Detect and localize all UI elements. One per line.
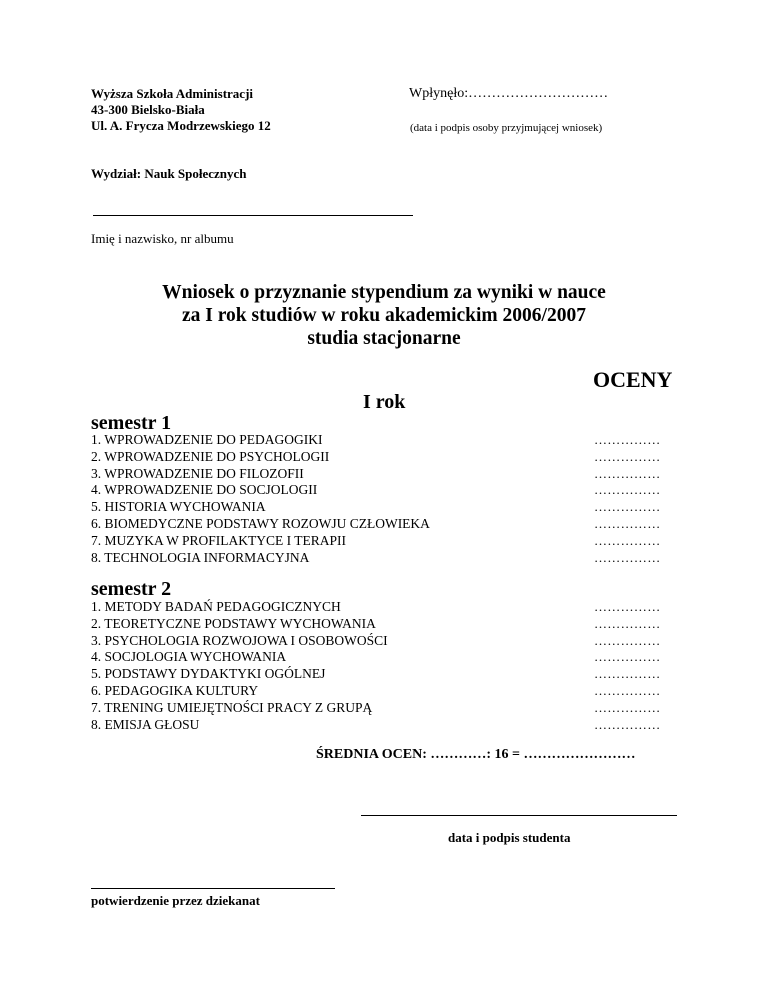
form-title-line2: za I rok studiów w roku akademickim 2006/2007 (182, 305, 586, 326)
grade-field: …………… (594, 515, 661, 531)
subject-item: 8. TECHNOLOGIA INFORMACYJNA (91, 549, 310, 565)
year-heading: I rok (363, 391, 406, 413)
student-signature-line (361, 815, 677, 816)
grade-field: …………… (594, 682, 661, 698)
faculty-label: Wydział: Nauk Społecznych (91, 166, 247, 181)
subject-item: 4. SOCJOLOGIA WYCHOWANIA (91, 649, 287, 665)
grade-field: …………… (594, 549, 661, 565)
subject-item: 5. HISTORIA WYCHOWANIA (91, 499, 266, 515)
grade-field: …………… (594, 666, 661, 682)
school-address-line2: Ul. A. Frycza Modrzewskiego 12 (91, 118, 271, 133)
name-caption: Imię i nazwisko, nr albumu (91, 231, 234, 246)
subject-item: 5. PODSTAWY DYDAKTYKI OGÓLNEJ (91, 666, 326, 682)
semester1-heading: semestr 1 (91, 412, 172, 434)
semester2-grade-list (594, 599, 661, 733)
dean-signature-line (91, 888, 335, 889)
school-address-line1: 43-300 Bielsko-Biała (91, 102, 205, 117)
grades-heading: OCENY (593, 367, 673, 392)
grade-field: …………… (594, 699, 661, 715)
form-title-line3: studia stacjonarne (307, 328, 461, 349)
grade-field: …………… (594, 448, 661, 464)
subject-item: 7. MUZYKA W PROFILAKTYCE I TERAPII (91, 532, 347, 548)
semester1-grade-list (594, 432, 661, 566)
subject-item: 1. METODY BADAŃ PEDAGOGICZNYCH (91, 599, 341, 614)
received-note: (data i podpis osoby przyjmującej wniosek) (410, 122, 603, 134)
subject-item: 8. EMISJA GŁOSU (91, 716, 200, 732)
average-grade-line: ŚREDNIA OCEN: …………: 16 = …………………… (316, 747, 636, 762)
grade-field: …………… (594, 499, 661, 515)
subject-item: 4. WPROWADZENIE DO SOCJOLOGII (91, 482, 318, 498)
form-title-line1: Wniosek o przyznanie stypendium za wyniki w nauce (162, 282, 606, 303)
subject-item: 3. WPROWADZENIE DO FILOZOFII (91, 465, 304, 481)
semester2-subject-list (91, 599, 388, 733)
grade-field: …………… (594, 716, 661, 732)
grade-field: …………… (594, 632, 661, 648)
subject-item: 3. PSYCHOLOGIA ROZWOJOWA I OSOBOWOŚCI (91, 632, 388, 648)
school-name: Wyższa Szkoła Administracji (91, 86, 254, 101)
semester2-heading: semestr 2 (91, 578, 172, 600)
grade-field: …………… (594, 532, 661, 548)
subject-item: 1. WPROWADZENIE DO PEDAGOGIKI (91, 432, 323, 447)
grade-field: …………… (594, 649, 661, 665)
grade-field: …………… (594, 432, 661, 447)
semester1-subject-list (91, 432, 430, 566)
grade-field: …………… (594, 482, 661, 498)
subject-item: 2. WPROWADZENIE DO PSYCHOLOGII (91, 448, 330, 464)
subject-item: 7. TRENING UMIEJĘTNOŚCI PRACY Z GRUPĄ (91, 699, 373, 715)
name-signature-line (93, 215, 413, 216)
subject-item: 2. TEORETYCZNE PODSTAWY WYCHOWANIA (91, 615, 376, 631)
grade-field: …………… (594, 599, 661, 614)
grade-field: …………… (594, 615, 661, 631)
dean-confirmation-caption: potwierdzenie przez dziekanat (91, 893, 260, 908)
grade-field: …………… (594, 465, 661, 481)
received-field: Wpłynęło:………………………… (409, 86, 609, 101)
student-signature-caption: data i podpis studenta (448, 830, 571, 845)
subject-item: 6. BIOMEDYCZNE PODSTAWY ROZOWJU CZŁOWIEKA (91, 515, 430, 531)
subject-item: 6. PEDAGOGIKA KULTURY (91, 682, 259, 698)
